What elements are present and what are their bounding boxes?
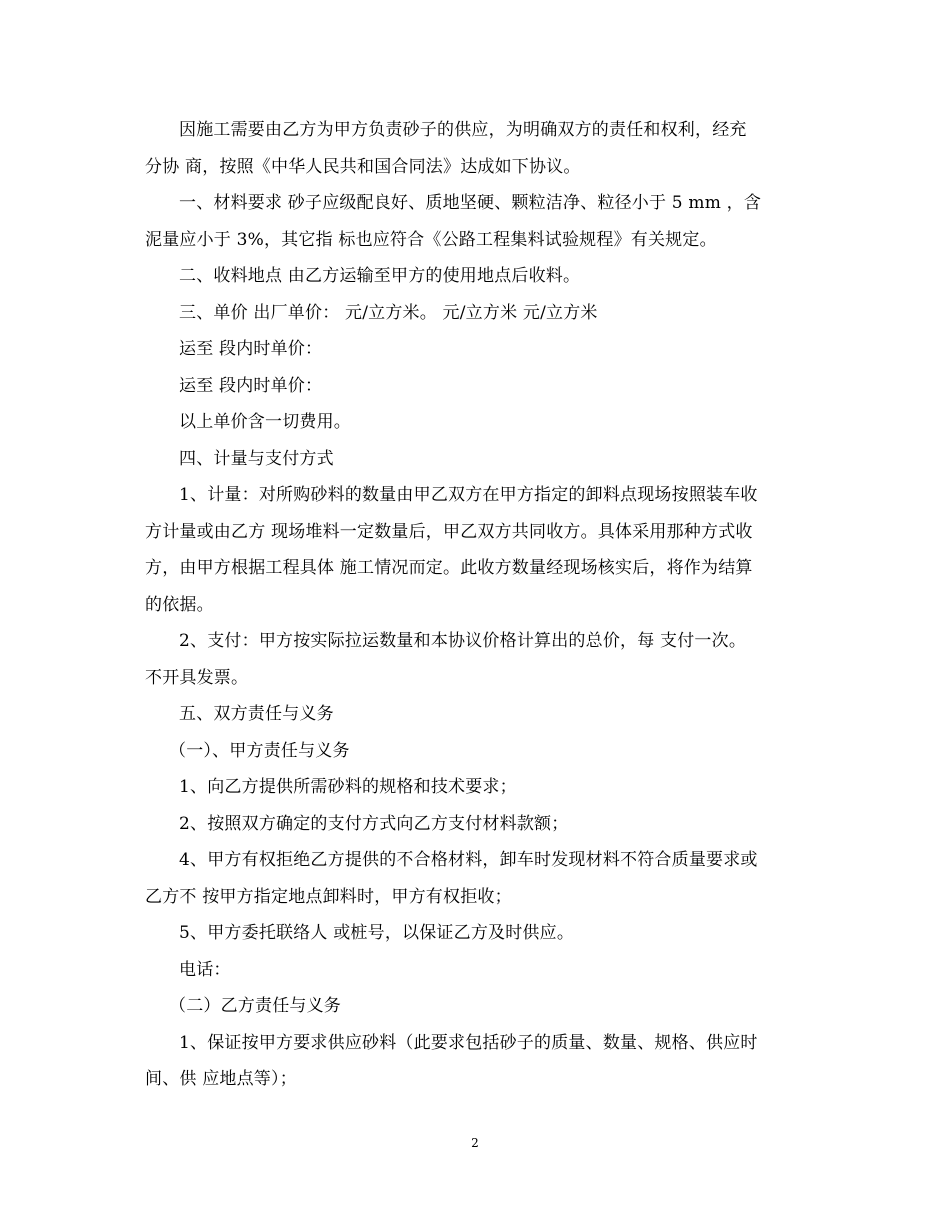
party-a-item-4-line-2: 乙方不 按甲方指定地点卸料时，甲方有权拒收； — [145, 886, 512, 907]
paragraph-intro-line-1: 因施工需要由乙方为甲方负责砂子的供应，为明确双方的责任和权利，经充 — [179, 120, 747, 140]
measurement-line-4: 的依据。 — [145, 594, 214, 615]
measurement-line-1: 1、计量：对所购砂料的数量由甲乙双方在甲方指定的卸料点现场按照装车收 — [179, 485, 758, 505]
section-measurement-payment-heading: 四、计量与支付方式 — [179, 448, 334, 469]
party-a-item-1: 1、向乙方提供所需砂料的规格和技术要求； — [179, 777, 517, 797]
material-requirements-line-1: 一、材料要求 砂子应级配良好、质地坚硬、颗粒洁净、粒径小于 5 mm ，含 — [179, 193, 762, 213]
delivery-location: 二、收料地点 由乙方运输至甲方的使用地点后收料。 — [179, 266, 581, 286]
payment-line-1: 2、支付：甲方按实际拉运数量和本协议价格计算出的总价，每 支付一次。 — [179, 631, 747, 651]
payment-line-2: 不开具发票。 — [145, 667, 249, 688]
document-body — [145, 112, 815, 1098]
party-b-item-1-line-2: 间、供 应地点等）； — [145, 1069, 297, 1089]
party-a-item-5: 5、甲方委托联络人 或桩号，以保证乙方及时供应。 — [179, 923, 575, 943]
unit-price-heading: 三、单价 出厂单价： 元/立方米。 元/立方米 元/立方米 — [179, 302, 598, 323]
party-a-item-2: 2、按照双方确定的支付方式向乙方支付材料款额； — [179, 813, 569, 834]
section-responsibilities-heading: 五、双方责任与义务 — [179, 704, 334, 724]
material-requirements-line-2: 泥量应小于 3%，其它指 标也应符合《公路工程集料试验规程》有关规定。 — [145, 229, 717, 250]
page-number: 2 — [471, 1136, 479, 1150]
party-b-responsibilities-heading: （二）乙方责任与义务 — [169, 996, 341, 1016]
party-b-item-1-line-1: 1、保证按甲方要求供应砂料（此要求包括砂子的质量、数量、规格、供应时 — [179, 1032, 758, 1053]
measurement-line-3: 方，由甲方根据工程具体 施工情况而定。此收方数量经现场核实后，将作为结算 — [145, 558, 753, 578]
unit-price-section-2: 运至 段内时单价： — [179, 375, 323, 396]
phone-label: 电话： — [179, 959, 231, 980]
unit-price-section-1: 运至 段内时单价： — [179, 339, 323, 359]
party-a-item-4-line-1: 4、甲方有权拒绝乙方提供的不合格材料，卸车时发现材料不符合质量要求或 — [179, 850, 758, 870]
measurement-line-2: 方计量或由乙方 现场堆料一定数量后，甲乙双方共同收方。具体采用那种方式收 — [145, 521, 753, 542]
unit-price-note: 以上单价含一切费用。 — [179, 412, 351, 432]
party-a-responsibilities-heading: （一）、甲方责任与义务 — [169, 740, 350, 761]
paragraph-intro-line-2: 分协 商，按照《中华人民共和国合同法》达成如下协议。 — [145, 156, 581, 177]
